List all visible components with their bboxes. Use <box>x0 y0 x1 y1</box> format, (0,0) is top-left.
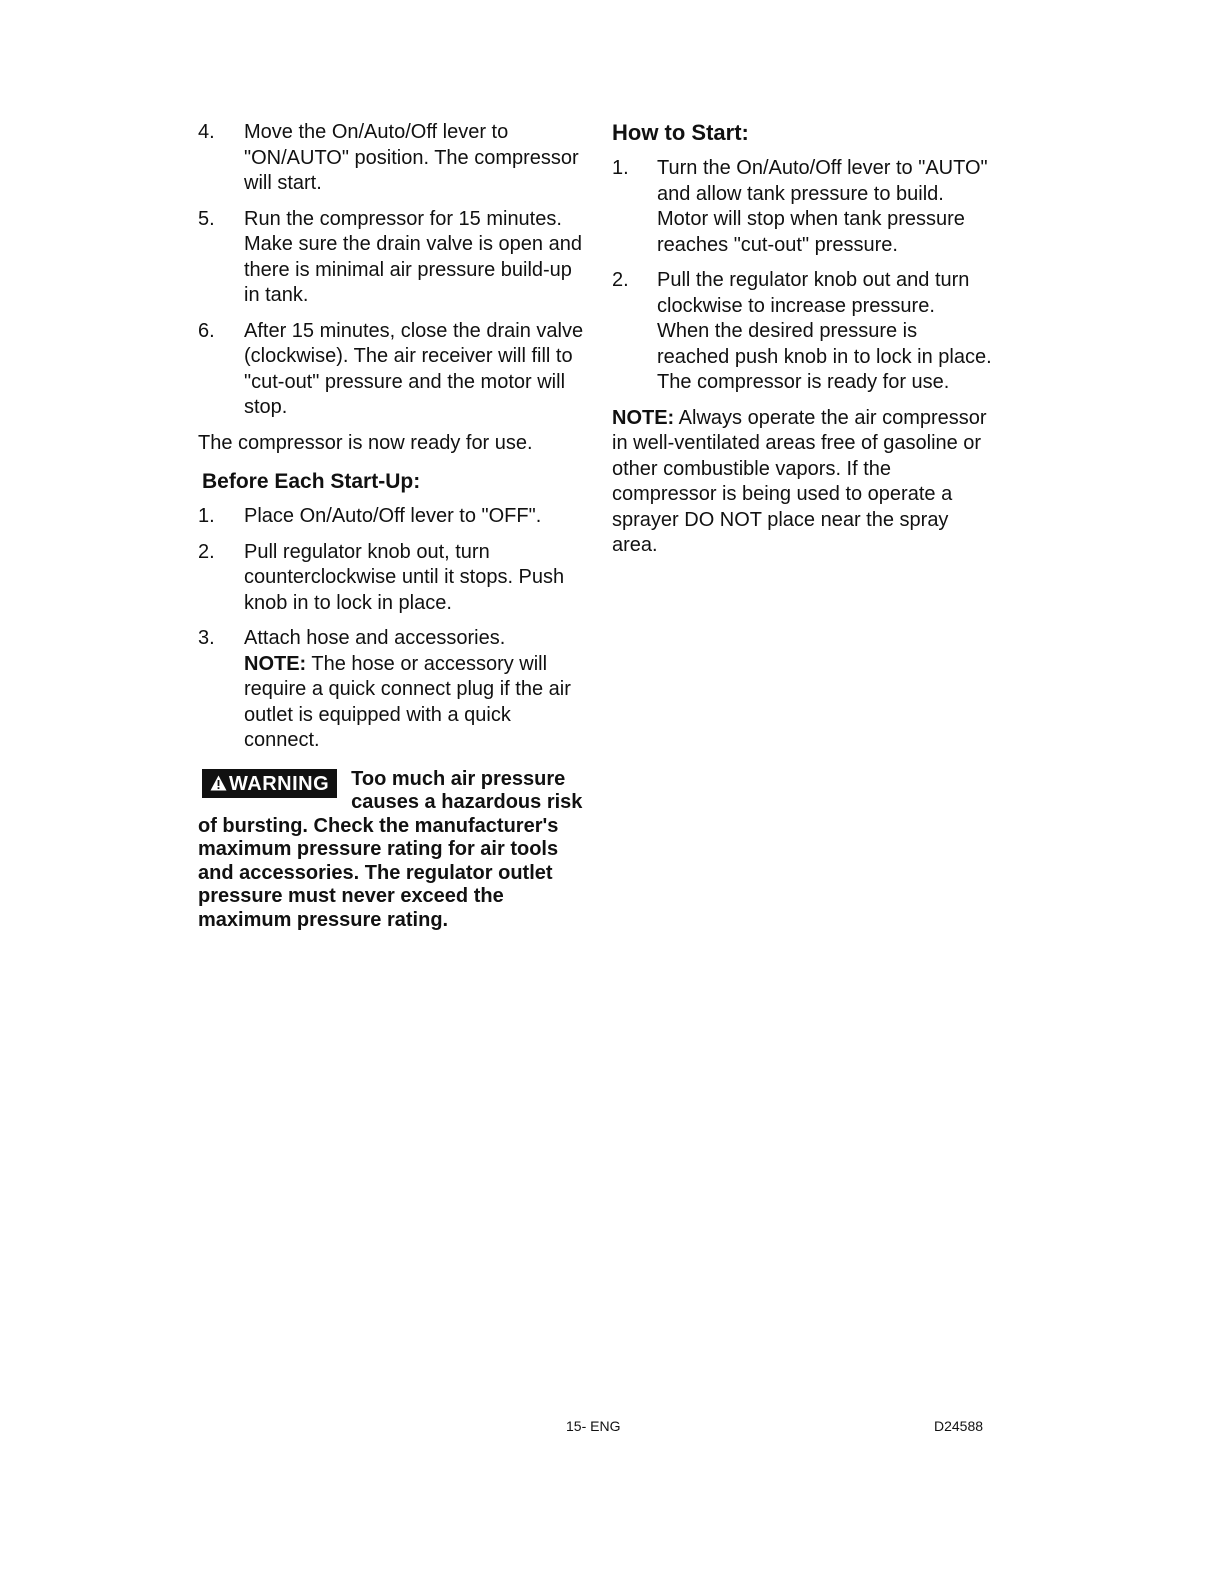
step-number: 4. <box>198 121 215 143</box>
list-item <box>612 156 992 258</box>
note-label: NOTE: <box>612 406 675 429</box>
note-paragraph <box>612 406 992 559</box>
before-start-heading: Before Each Start-Up: <box>202 470 421 493</box>
step-number: 1. <box>612 157 629 179</box>
warning-label: WARNING <box>229 772 330 795</box>
note-text: The hose or accessory will require a quick connect plug if the air outlet is equipped with a quick connect. <box>244 652 571 751</box>
page-number: 15- ENG <box>566 1418 621 1434</box>
step-text: Pull regulator knob out, turn counterclockwise until it stops. Push knob in to lock in place. <box>244 540 565 614</box>
step-number: 2. <box>612 269 629 291</box>
warning-triangle-icon <box>210 775 227 791</box>
list-item <box>612 268 992 396</box>
list-item <box>198 207 588 309</box>
step-text: Place On/Auto/Off lever to "OFF". <box>244 505 542 527</box>
list-item <box>198 319 588 421</box>
document-id: D24588 <box>934 1418 984 1434</box>
step-text: Run the compressor for 15 minutes. Make sure the drain valve is open and there is minimal air pressure build-up in tank. <box>244 207 582 306</box>
note-text: Always operate the air compressor in well-ventilated areas free of gasoline or other combustible vapors. If the compressor is being used to operate a sprayer DO NOT place near the spray area. <box>612 406 987 556</box>
step-number: 1. <box>198 505 215 527</box>
warning-text: Too much air pressure causes a hazardous risk of bursting. Check the manufacturer's maximum pressure rating for air tools and accessories. The regulator outlet pressure must never exceed the maximum pressure rating. <box>198 767 583 931</box>
list-item <box>198 120 588 197</box>
step-number: 3. <box>198 627 215 649</box>
how-to-start-heading: How to Start: <box>612 120 749 145</box>
step-number: 6. <box>198 319 215 342</box>
ready-text: The compressor is now ready for use. <box>198 431 533 454</box>
list-item <box>198 626 588 754</box>
list-item <box>198 540 588 617</box>
step-number: 2. <box>198 540 215 563</box>
step-text: After 15 minutes, close the drain valve (clockwise). The air receiver will fill to "cut-out" pressure and the motor will stop. <box>244 319 584 418</box>
step-text: Attach hose and accessories. <box>244 627 506 649</box>
right-column <box>612 120 992 559</box>
warning-badge <box>202 769 337 798</box>
list-item <box>198 504 588 530</box>
left-column <box>198 120 588 932</box>
note-label: NOTE: <box>244 652 307 675</box>
step-number: 5. <box>198 207 215 230</box>
step-text: Turn the On/Auto/Off lever to "AUTO" and allow tank pressure to build. Motor will stop when tank pressure reaches "cut-out" pressure. <box>657 157 988 256</box>
step-text: Move the On/Auto/Off lever to "ON/AUTO" position. The compressor will start. <box>244 121 579 194</box>
step-text: Pull the regulator knob out and turn clockwise to increase pressure. When the desired pressure is reached push knob in to lock in place. The compressor is ready for use. <box>657 269 992 393</box>
warning-block <box>198 768 588 933</box>
